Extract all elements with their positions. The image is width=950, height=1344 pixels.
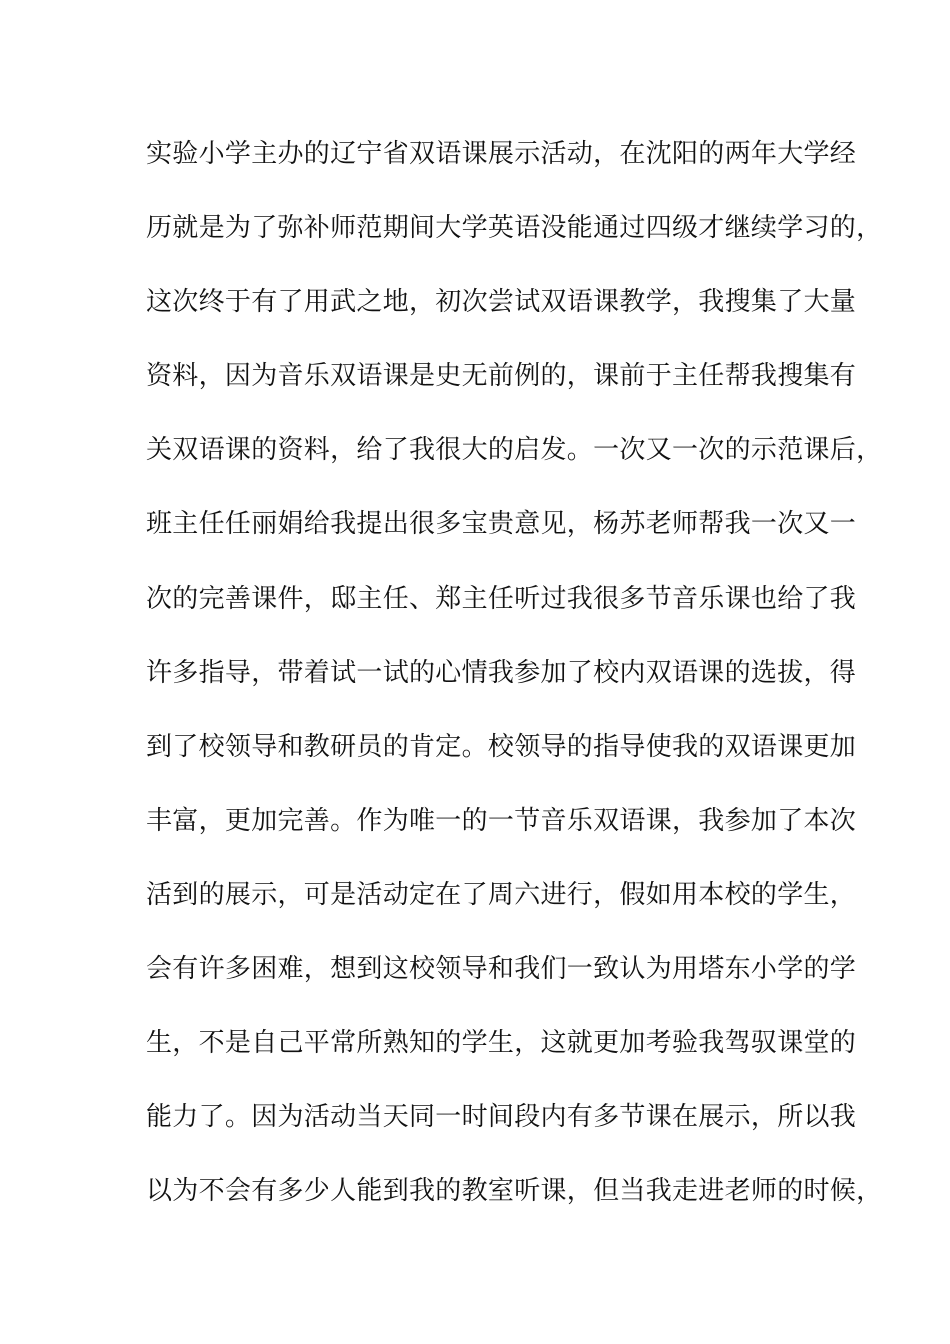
text-line-3: 这次终于有了用武之地，初次尝试双语课教学，我搜集了大量	[146, 287, 857, 318]
text-line-12: 会有许多困难，想到这校领导和我们一致认为用塔东小学的学	[146, 954, 857, 985]
text-line-5: 关双语课的资料，给了我很大的启发。一次又一次的示范课后，	[146, 435, 883, 466]
text-line-7: 次的完善课件，邸主任、郑主任听过我很多节音乐课也给了我	[146, 583, 857, 614]
text-line-4: 资料，因为音乐双语课是史无前例的，课前于主任帮我搜集有	[146, 361, 857, 392]
text-line-13: 生，不是自己平常所熟知的学生，这就更加考验我驾驭课堂的	[146, 1028, 857, 1059]
text-line-9: 到了校领导和教研员的肯定。校领导的指导使我的双语课更加	[146, 731, 857, 762]
text-line-8: 许多指导，带着试一试的心情我参加了校内双语课的选拔，得	[146, 657, 857, 688]
text-line-10: 丰富，更加完善。作为唯一的一节音乐双语课，我参加了本次	[146, 805, 857, 836]
body-text	[146, 134, 883, 1245]
text-line-6: 班主任任丽娟给我提出很多宝贵意见，杨苏老师帮我一次又一	[146, 509, 857, 540]
text-line-11: 活到的展示，可是活动定在了周六进行，假如用本校的学生，	[146, 879, 857, 910]
text-line-15: 以为不会有多少人能到我的教室听课，但当我走进老师的时候，	[146, 1176, 883, 1207]
text-line-1: 实验小学主办的辽宁省双语课展示活动，在沈阳的两年大学经	[146, 139, 857, 169]
text-line-2: 历就是为了弥补师范期间大学英语没能通过四级才继续学习的，	[146, 213, 883, 244]
text-line-14: 能力了。因为活动当天同一时间段内有多节课在展示，所以我	[146, 1102, 857, 1133]
